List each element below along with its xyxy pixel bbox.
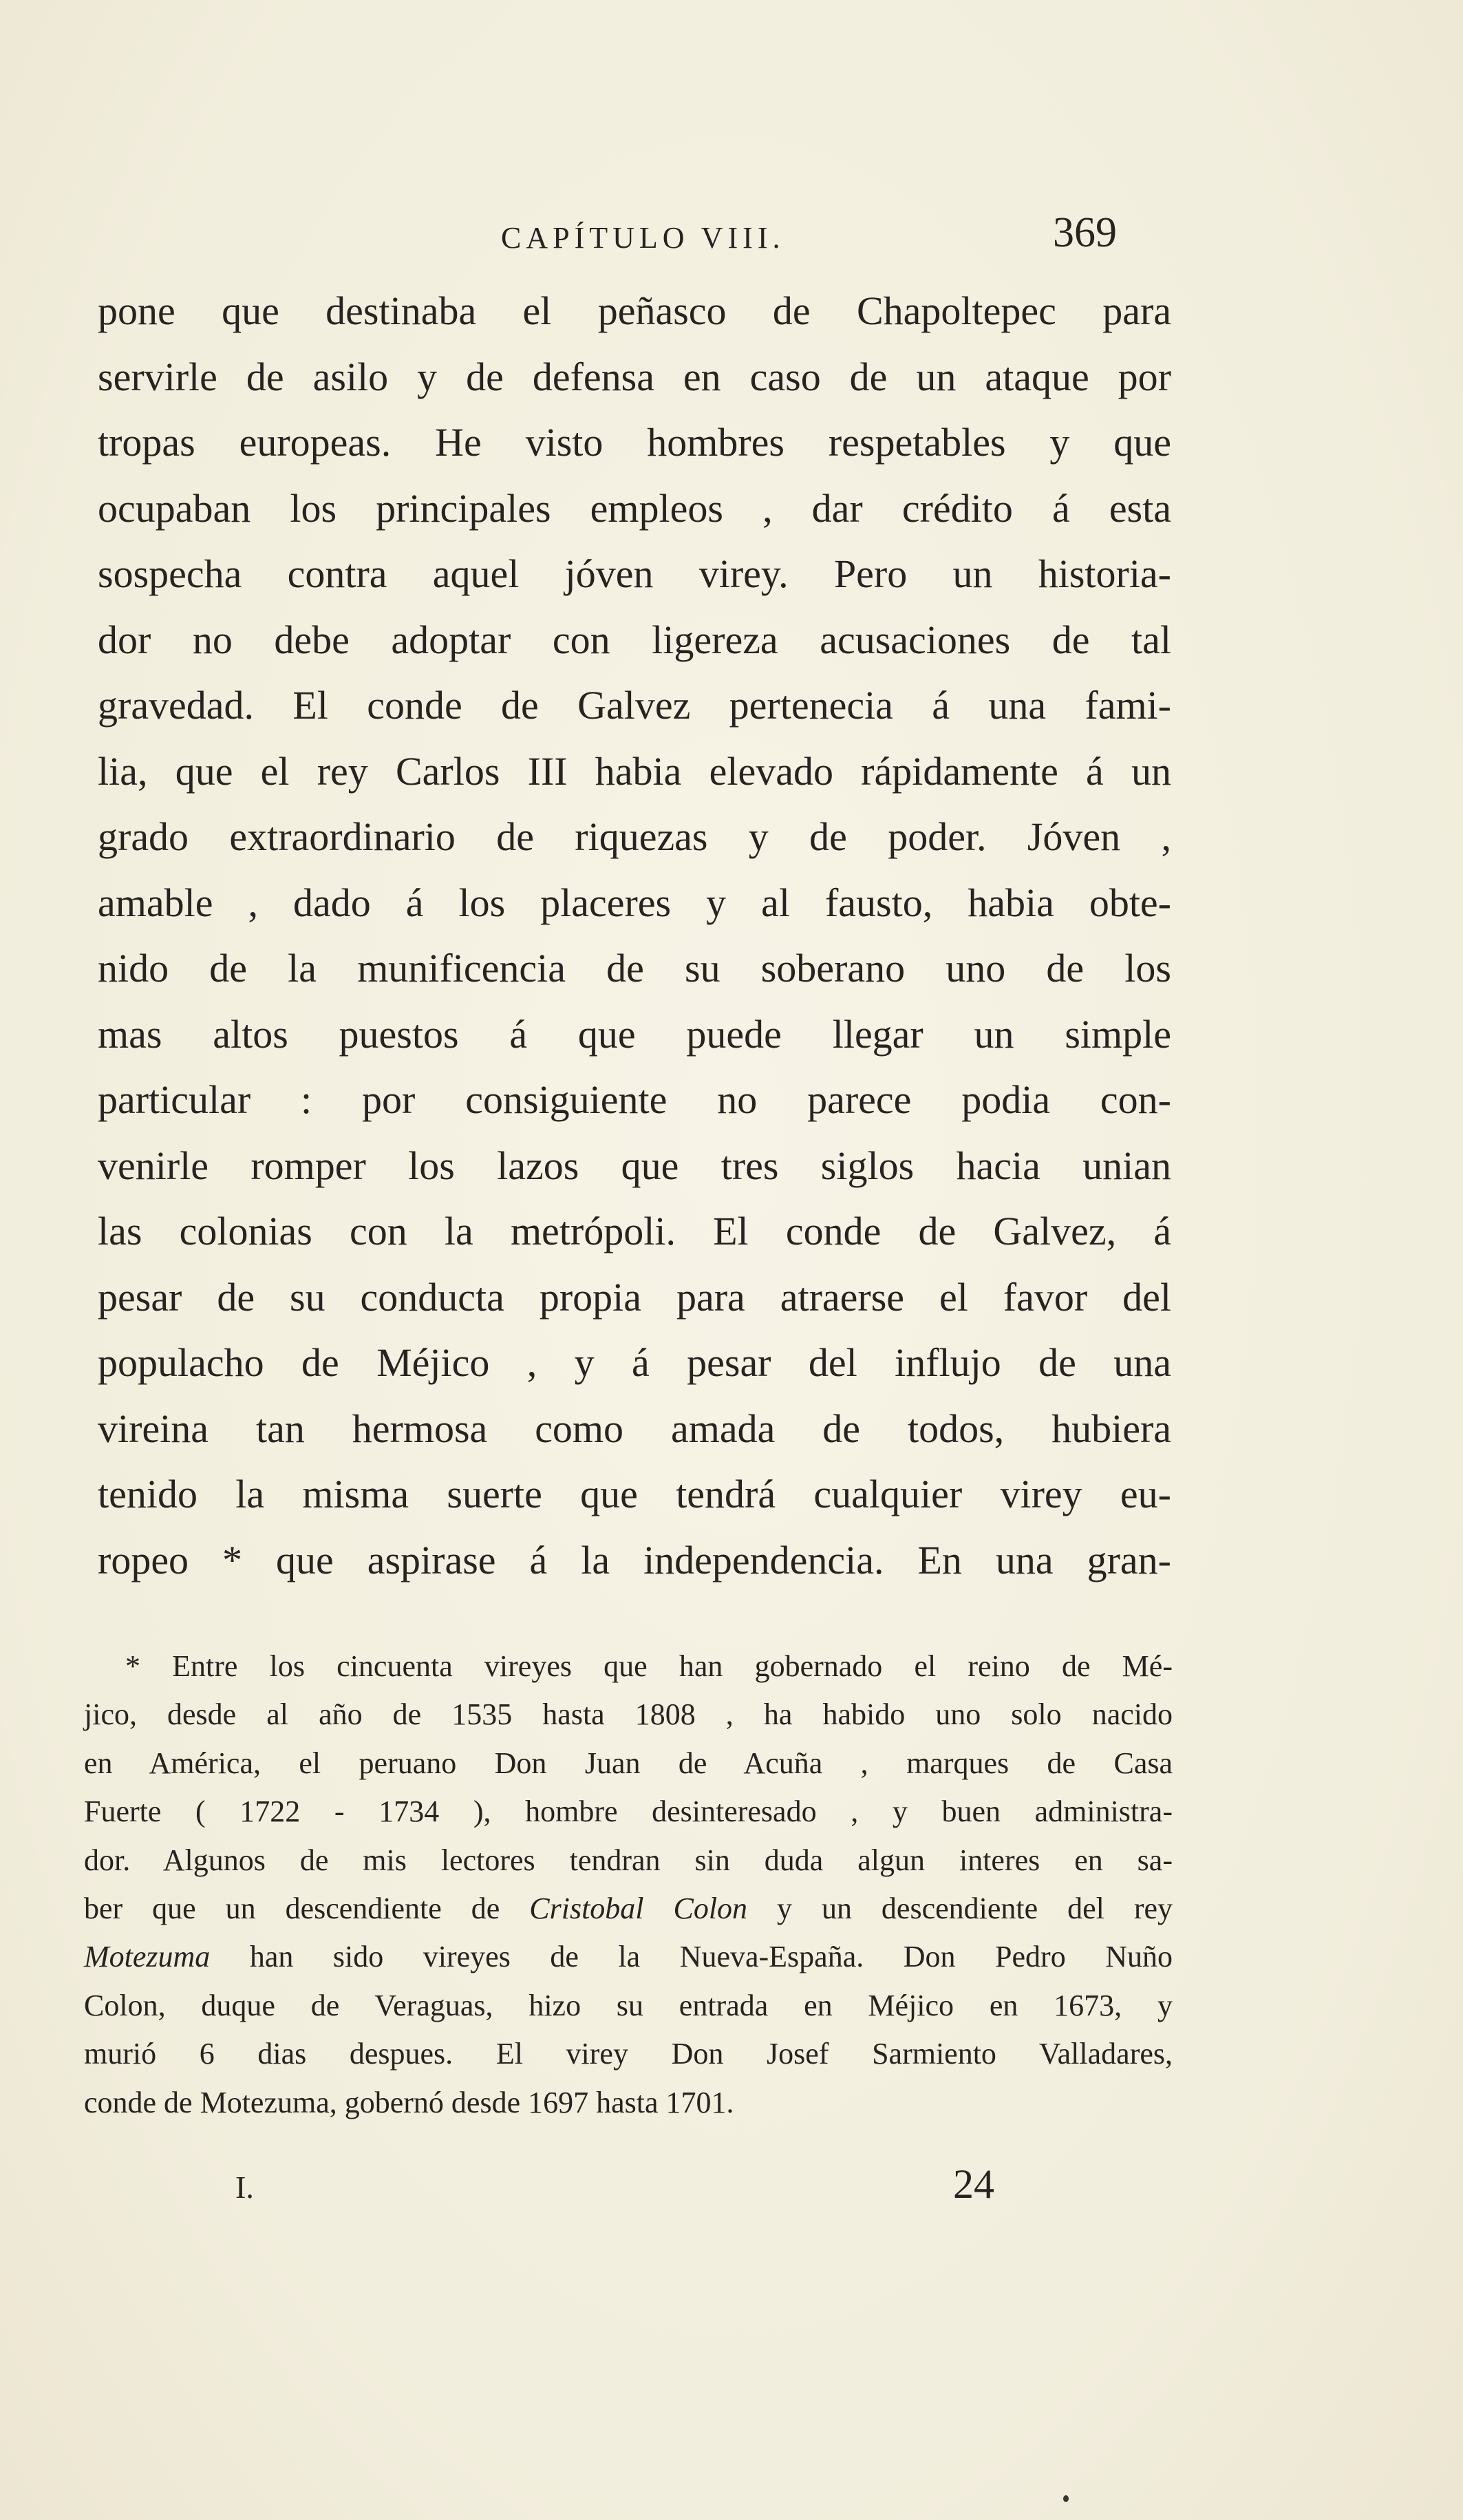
footnote-line: dor. Algunos de mis lectores tendran sin duda algun interes en sa- <box>84 1843 1173 1877</box>
body-line: ocupaban los principales empleos , dar crédito á esta <box>98 485 1171 531</box>
footnote-line: en América, el peruano Don Juan de Acuña , marques de Casa <box>84 1746 1173 1780</box>
footnote-line: jico, desde al año de 1535 hasta 1808 , ha habido uno solo nacido <box>84 1697 1173 1732</box>
footnote <box>84 1642 1173 2127</box>
body-line: dor no debe adoptar con ligereza acusaciones de tal <box>98 617 1171 662</box>
body-line: tenido la misma suerte que tendrá cualquier virey eu- <box>98 1472 1171 1516</box>
body-line: lia, que el rey Carlos III habia elevado rápidamente á un <box>98 748 1171 794</box>
body-line: sospecha contra aquel jóven virey. Pero un historia- <box>98 551 1171 596</box>
body-line: grado extraordinario de riquezas y de poder. Jóven , <box>98 814 1171 859</box>
footnote-line: Fuerte ( 1722 - 1734 ), hombre desinteresado , y buen administra- <box>84 1794 1173 1829</box>
footnote-line <box>84 1933 1173 1981</box>
running-head <box>0 207 1463 262</box>
body-line: particular : por consiguiente no parece podia con- <box>98 1077 1171 1122</box>
footnote-line: murió 6 dias despues. El virey Don Josef Sarmiento Valladares, <box>84 2037 1173 2071</box>
footnote-line: * Entre los cincuenta vireyes que han gobernado el reino de Mé- <box>125 1649 1173 1683</box>
footnote-text: ber que un descendiente de <box>84 1891 530 1925</box>
page-number: 369 <box>1053 209 1117 256</box>
footnote-text: y un descendiente del rey <box>747 1891 1173 1925</box>
footnote-italic-name: Motezuma <box>84 1940 211 1974</box>
footnote-line <box>84 1885 1173 1933</box>
body-line: servirle de asilo y de defensa en caso de un ataque por <box>98 354 1171 399</box>
footnote-text: han sido vireyes de la Nueva-España. Don Pedro Nuño <box>210 1940 1173 1974</box>
body-line: mas altos puestos á que puede llegar un simple <box>98 1011 1171 1057</box>
body-line: ropeo * que aspirase á la independencia. En una gran- <box>98 1537 1171 1582</box>
body-line: gravedad. El conde de Galvez pertenecia á una fami- <box>98 683 1171 728</box>
footnote-line: Colon, duque de Veraguas, hizo su entrada en Méjico en 1673, y <box>84 1988 1173 2022</box>
body-line: nido de la munificencia de su soberano uno de los <box>98 946 1171 991</box>
body-line: las colonias con la metrópoli. El conde de Galvez, á <box>98 1209 1171 1253</box>
body-line: venirle romper los lazos que tres siglos hacia unian <box>98 1143 1171 1188</box>
volume-mark: I. <box>235 2170 254 2205</box>
ink-speck <box>1063 2495 1069 2502</box>
sheet-signature: 24 <box>953 2161 994 2207</box>
body-line: amable , dado á los placeres y al fausto, habia obte- <box>98 880 1171 925</box>
chapter-heading: CAPÍTULO VIII. <box>501 221 785 255</box>
body-text <box>98 278 1171 1593</box>
footnote-italic-name: Cristobal Colon <box>529 1891 748 1925</box>
body-line: vireina tan hermosa como amada de todos, hubiera <box>98 1406 1171 1451</box>
body-line: tropas europeas. He visto hombres respetables y que <box>98 420 1171 465</box>
body-line: populacho de Méjico , y á pesar del influjo de una <box>98 1340 1171 1385</box>
footnote-line: conde de Motezuma, gobernó desde 1697 hasta 1701. <box>84 2085 734 2119</box>
body-line: pesar de su conducta propia para atraerse el favor del <box>98 1274 1171 1320</box>
body-line: pone que destinaba el peñasco de Chapoltepec para <box>98 288 1171 333</box>
